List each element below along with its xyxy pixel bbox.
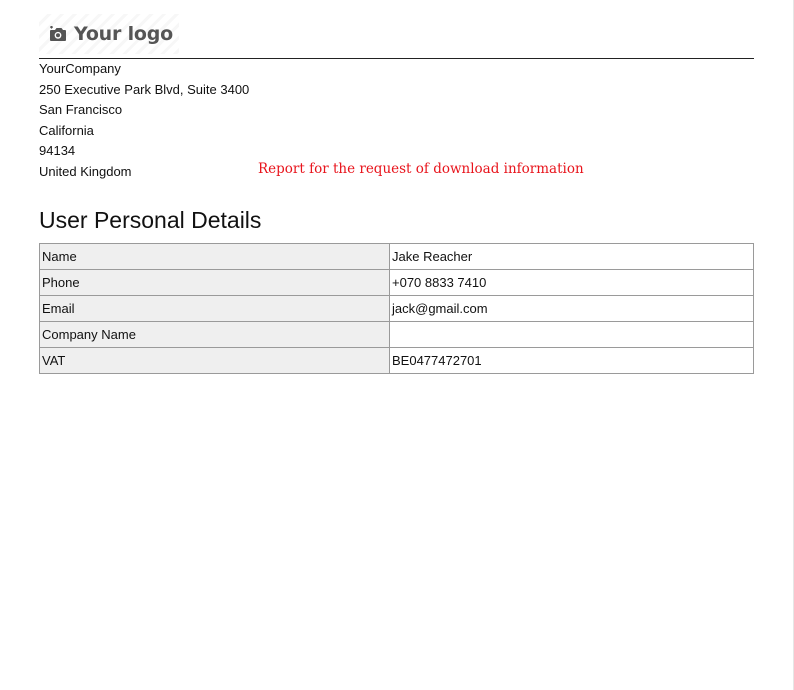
row-value: jack@gmail.com [390,296,754,322]
table-row [40,296,754,322]
section-title: User Personal Details [39,207,262,233]
logo-text: Your logo [74,23,173,45]
personal-details-table [39,243,754,374]
row-value: BE0477472701 [390,348,754,374]
company-name: YourCompany [39,61,121,76]
row-label: Company Name [40,322,390,348]
table-row [40,348,754,374]
table-row [40,244,754,270]
company-zip: 94134 [39,143,76,159]
table-row [40,270,754,296]
row-value: Jake Reacher [390,244,754,270]
row-value [390,322,754,348]
company-country: United Kingdom [39,163,132,179]
company-state: California [39,122,94,138]
row-value: +070 8833 7410 [390,270,754,296]
report-title: Report for the request of download information [258,161,584,177]
row-label: Name [40,244,390,270]
row-label: Phone [40,270,390,296]
row-label: Email [40,296,390,322]
company-address [39,59,249,183]
company-city: San Francisco [39,102,123,118]
company-street: 250 Executive Park Blvd, Suite 3400 [39,81,250,97]
company-logo [39,14,179,54]
camera-icon [49,26,67,42]
row-label: VAT [40,348,390,374]
table-row [40,322,754,348]
